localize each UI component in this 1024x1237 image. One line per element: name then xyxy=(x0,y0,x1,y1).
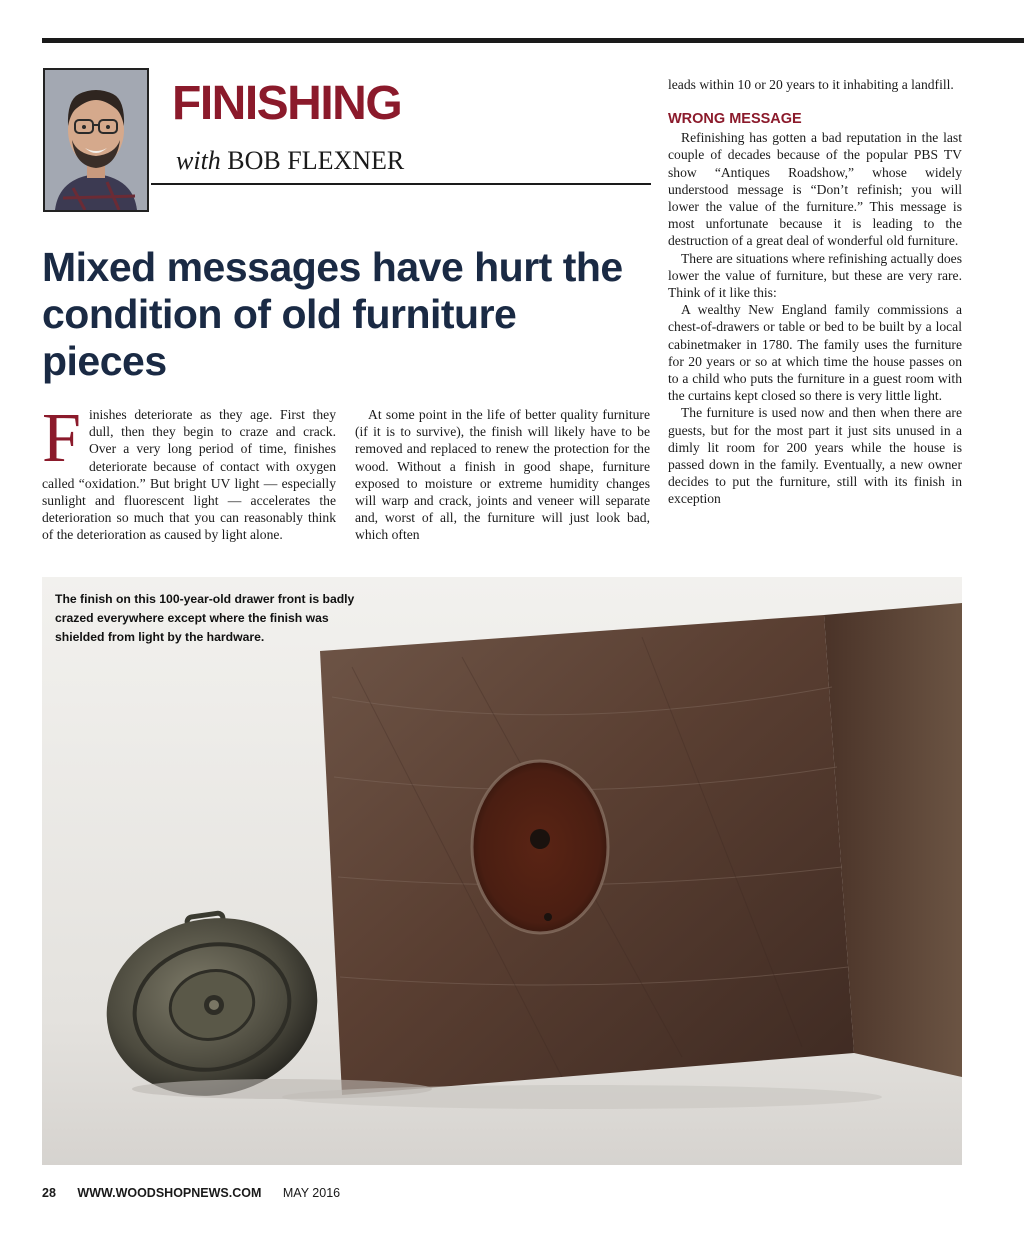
article-paragraph: A wealthy New England family commissions a chest-of-drawers or table or bed to be built by a local cabinetmaker in 1780. The family uses the furniture for 20 years or so at which time the house passes on to a child who puts the furniture in a guest room with the curtains kept closed so there is very little light. xyxy=(668,302,962,404)
article-paragraph: At some point in the life of better quality furniture (if it is to survive), the finish will likely have to be removed and replaced to renew the protection for the wood. Without a finish in good shape, furniture exposed to moisture or extreme humidity changes will warp and crack, joints and veneer will separate and, worst of all, the furniture will just look bad, which often xyxy=(355,407,650,543)
author-portrait xyxy=(43,68,149,212)
article-paragraph: Refinishing has gotten a bad reputation in the last couple of decades because of the popular PBS TV show “Antiques Roadshow,” whose widely understood message is “Don’t refinish; you will lower the value of the furniture.” This message is most unfortunate because it is leading to the destruction of a great deal of wonderful old furniture. xyxy=(668,130,962,249)
drawer-photo xyxy=(42,577,962,1165)
byline-with: with xyxy=(176,146,221,175)
article-column-1 xyxy=(42,400,336,544)
website-link[interactable]: WWW.WOODSHOPNEWS.COM xyxy=(77,1186,262,1200)
byline-rule xyxy=(151,183,651,185)
article-paragraph: There are situations where refinishing actually does lower the value of furniture, but these are very rare. Think of it like this: xyxy=(668,250,962,301)
issue-date: MAY 2016 xyxy=(282,1186,341,1200)
article-headline: Mixed messages have hurt the condition of old furniture pieces xyxy=(42,244,623,384)
page-footer xyxy=(42,1186,358,1200)
photo-caption: The finish on this 100-year-old drawer front is badly crazed everywhere except where the finish was shielded from light by the hardware. xyxy=(55,592,355,644)
drawer-photo-illustration xyxy=(42,577,962,1165)
article-paragraph: The furniture is used now and then when there are guests, but for the most part it just sits unused in a dimly lit room for 200 years while the house is passed down in the family. Eventually, a new owner decides to put the furniture, still with its finish in exception xyxy=(668,405,962,507)
article-paragraph: inishes deteriorate as they age. First they dull, then they begin to craze and crack. Over a very long period of time, finishes deteriorate because of contact with oxygen called “oxidation.” But bright UV light — especially sunlight and fluorescent light — accelerates the deterioration so much that you can reasonably think of the deterioration as caused by light alone. xyxy=(42,407,336,543)
article-column-3 xyxy=(668,76,962,508)
section-title: FINISHING xyxy=(172,77,402,130)
article-subhead: WRONG MESSAGE xyxy=(668,111,802,128)
top-rule xyxy=(42,38,1024,43)
article-column-2 xyxy=(355,406,650,544)
byline xyxy=(176,148,404,174)
author-portrait-illustration xyxy=(45,70,147,210)
page-number: 28 xyxy=(42,1186,56,1200)
drop-cap: F xyxy=(42,400,81,477)
article-paragraph: leads within 10 or 20 years to it inhabiting a landfill. xyxy=(668,77,954,92)
author-name: BOB FLEXNER xyxy=(227,146,405,175)
